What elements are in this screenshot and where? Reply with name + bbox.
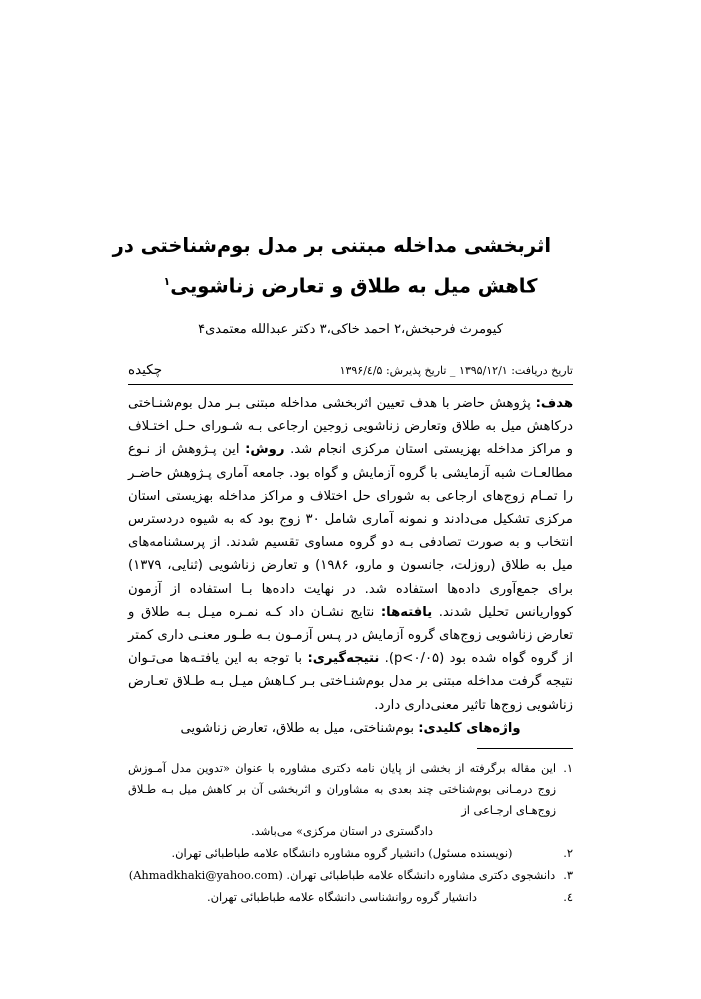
title-line-2-text: کاهش میل به طلاق و تعارض زناشویی bbox=[170, 274, 538, 298]
keywords-label: واژه‌های کلیدی: bbox=[418, 720, 521, 736]
title-line-2 bbox=[150, 264, 551, 305]
publication-dates: تاریخ دریافت: ۱۳۹۵/۱۲/۱ _ تاریخ پذیرش: ۱۳۹۶/٤/۵ bbox=[339, 364, 573, 377]
footnote-text: (نویسنده مسئول) دانشیار گروه مشاوره دانشگاه علامه طباطبائی تهران. bbox=[171, 846, 513, 860]
footnote-item bbox=[128, 843, 573, 864]
footnote-item bbox=[128, 758, 573, 842]
abstract-label: چکیده bbox=[128, 362, 163, 378]
keywords-value: بوم‌شناختی، میل به طلاق، تعارض زناشویی bbox=[180, 720, 419, 736]
abstract-aim-text: پژوهش حاضر با هدف تعیین اثربخشی مداخله مبتنی بـر مدل بوم‌شنـاختی درکاهش میل به طلاق وتعارض زناشویی زوجین ارجاعی بـه شـورای حـل اختـلاف و مراکز مداخله بهزیستی استان مرکزی انجام شد. bbox=[128, 396, 573, 458]
keywords-line bbox=[128, 717, 573, 740]
footnote-text bbox=[128, 758, 556, 842]
page-title bbox=[112, 228, 551, 305]
title-footnote-marker: ۱ bbox=[163, 275, 171, 288]
abstract-p-value: p<۰/۰۵ bbox=[394, 651, 440, 667]
footnote-text: دانشیار گروه روانشناسی دانشگاه علامه طباطبائی تهران. bbox=[207, 890, 477, 904]
abstract-heading-findings: یافته‌ها: bbox=[380, 604, 433, 620]
author-list: کیومرث فرحبخش،۲ احمد خاکی،۳ دکتر عبدالله معتمدی۴ bbox=[198, 322, 503, 337]
abstract-method-text: این پـژوهش از نـوع مطالعـات شبه آزمایشی با گروه آزمایش و گواه بود. جامعه آماری پـژوهش حاضـر را تمـام زوج‌های ارجاعی به شورای حل اختلاف و مراکز مداخله بهزیستی استان مرکزی تشکیل می‌دادند و نمونه آماری شامل ۳۰ زوج بود که به شیوه دردسترس انتخاب و به صورت تصادفی بـه دو گروه مساوی تقسیم شدند. از پرسشنامه‌های میل به طلاق (روزلت، جانسون و مارو، ۱۹۸۶) و تعارض زناشویی (ثنایی، ۱۳۷۹) برای جمع‌آوری داده‌ها استفاده شد. در نهایت داده‌ها بـا استفاده از آزمون کوواریانس تحلیل شدند. bbox=[128, 442, 573, 620]
footnote-item bbox=[128, 865, 573, 886]
title-line-1: اثربخشی مداخله مبتنی بر مدل بوم‌شناختی در bbox=[112, 234, 551, 257]
abstract-heading-method: روش: bbox=[245, 442, 285, 458]
footnote-text: دانشجوی دکتری مشاوره دانشگاه علامه طباطبائی تهران. (Ahmadkhaki@yahoo.com) bbox=[128, 868, 556, 882]
abstract-heading-aim: هدف: bbox=[535, 396, 573, 411]
footnote-list bbox=[128, 758, 573, 909]
footnote-text-line: این مقاله برگرفته از بخشی از پایان نامه دکتری مشاوره با عنوان «تدوین مدل آمـوزش زوج درمـانی بوم‌شناختی چند بعدی به مشاوران و اثربخشی آن بر کاهش میل بـه طـلاق زوج‌هـای ارجـاعی از bbox=[128, 761, 556, 817]
abstract-heading-conclusion: نتیجه‌گیری: bbox=[307, 651, 380, 667]
footnote-number: ٤. bbox=[563, 890, 573, 904]
footnote-number: ۲. bbox=[563, 846, 573, 860]
footnote-text-line: دادگستری در استان مرکزی» می‌باشد. bbox=[251, 824, 433, 838]
abstract-body bbox=[128, 392, 573, 717]
abstract-findings-text: نتایج نشـان داد کـه نمـره میـل بـه طلاق و تعارض زناشویی زوج‌های گروه آزمایش در پـس آزمـون بـه طـور معنـی داری کمتر از گروه گواه شده بود ( bbox=[128, 604, 573, 667]
footnote-number: ۳. bbox=[563, 868, 573, 882]
footnote-item bbox=[128, 887, 573, 908]
footnote-separator bbox=[477, 748, 573, 749]
abstract-conclusion-text: با توجه به این یافتـه‌ها می‌تـوان نتیجه گرفت مداخله مبتنی بر مدل بوم‌شنـاختی بـر کـاهش میـل بـه طـلاق تعـارض زناشویی زوج‌ها تاثیر معنی‌داری دارد. bbox=[128, 651, 573, 713]
abstract-findings-text-2: ). bbox=[379, 651, 395, 667]
abstract-meta-row bbox=[128, 362, 573, 382]
abstract-section bbox=[128, 384, 573, 740]
footnote-number: ۱. bbox=[563, 761, 573, 775]
